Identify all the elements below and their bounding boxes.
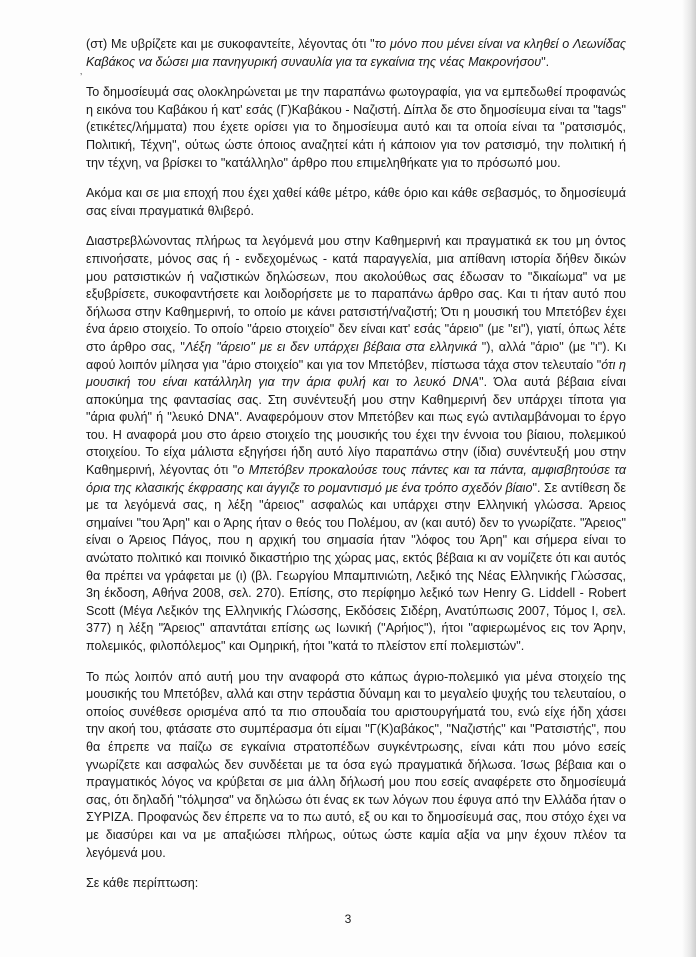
text-run: ". Όλα αυτά βέβαια είναι αποκύημα της φαντασίας σας. Στη συνέντευξή μου στην Καθημερινή δεν υπάρχει τίποτα για "άρια φυλή" ή "λευκό DNA". Αναφερόμουν στον Μπετόβεν και πως εγώ αντιλαμβάνομαι το έργο του. Η αναφορά μου στο άρειο στοιχείο της μουσικής του έχει την έννοια του βίαιου, πολεμικού στοιχείου. Το είχα μάλιστα εξηγήσει ήδη αυτό λίγο παραπάνω στην (ίδια) συνέντευξή μου στην Καθημερινή, λέγοντας ότι " <box>86 375 626 478</box>
text-run: ". <box>541 54 550 69</box>
page-number: 3 <box>344 912 352 926</box>
text-run: ". Σε αντίθεση δε με τα λεγόμενά σας, η λέξη "άρειος" ασφαλώς και υπάρχει στην Ελληνική γλώσσα. Άρειος σημαίνει "του Άρη" και ο Άρης ήταν ο θεός του Πολέμου, αν (και αυτό) δεν το γνωρίζατε. "Άρειος" είναι ο Άρειος Πάγος, που η αρχική του σημασία ήταν "λόφος του Άρη" και σήμερα είναι το ανώτατο πολιτικό και ποινικό δικαστήριο της χώρας μας, εκτός βέβαια κι αν νομίζετε ότι και αυτός θα πρέπει να γράφεται με (ι) (βλ. Γεωργίου Μπαμπινιώτη, Λεξικό της Νέας Ελληνικής Γλώσσας, 3η έκδοση, Αθήνα 2008, σελ. 270). Επίσης, στο περίφημο λεξικό των Henry G. Liddell - Robert Scott (Μέγα Λεξικόν της Ελληνικής Γλώσσης, Εκδόσεις Σιδέρη, Ανατύπωσις 2007, Τόμος Ι, σελ. 377) η λέξη "Άρειος" απαντάται επίσης ως Ιωνική ("Αρήιος"), ήτοι "αφιερωμένος εις τον Άρην, πολεμικός, φιλοπόλεμος" και Ομηρική, ήτοι "κατά το πλείστον επί πολεμιστών". <box>86 480 626 653</box>
paragraph-2 <box>86 84 626 172</box>
paragraph-5 <box>86 669 626 863</box>
paragraph-4 <box>86 233 626 655</box>
text-run: Σε κάθε περίπτωση: <box>86 876 199 891</box>
text-run: Το δημοσίευμά σας ολοκληρώνεται με την παραπάνω φωτογραφία, για να εμπεδωθεί προφανώς η εικόνα του Καβάκου ή κατ' εσάς (Γ)Καβάκου - Ναζιστή. Δίπλα δε στο δημοσίευμα είναι τα "tags" (ετικέτες/λήμματα) που έχετε ορίσει για το δημοσίευμα αυτό και τα οποία είναι τα "ρατσισμός, Πολιτική, Τέχνη", ούτως ώστε όποιος αναζητεί κάτι ή κάποιον για τον ρατσισμό, την πολιτική ή την τέχνη, να βρίσκει το "κατάλληλο" άρθρο που επιμεληθήκατε για το πρόσωπό μου. <box>86 85 626 170</box>
italic-quote: το μόνο που μένει είναι να κληθεί ο Λεωνίδας Καβάκος να δώσει μια πανηγυρική συναυλία για τα εγκαίνια της νέας Μακρονήσου <box>86 37 626 69</box>
text-run: Διαστρεβλώνοντας πλήρως τα λεγόμενά μου στην Καθημερινή και πραγματικά εκ του μη όντος επινοήσατε, μόνος σας ή - ενδεχομένως - κατά παραγγελία, μια απίθανη ιστορία δήθεν δικών μου ρατσιστικών ή ναζιστικών δηλώσεων, που ακολούθως σας έδωσαν το "δικαίωμα" να με εξυβρίσετε, συκοφαντήσετε και λοιδορήσετε με το παραπάνω άρθρο σας. Και τι ήταν αυτό που δήλωσα στην Καθημερινή, το οποίο με κάνει ρατσιστή/ναζιστή; Ότι η μουσική του Μπετόβεν έχει ένα άρειο στοιχείο. Το οποίο "άρειο στοιχείο" δεν είναι κατ' εσάς "άρειο" (με "ει"), γιατί, όπως λέτε στο άρθρο σας, " <box>86 234 626 354</box>
text-run: Ακόμα και σε μια εποχή που έχει χαθεί κάθε μέτρο, κάθε όριο και κάθε σεβασμός, το δημοσίευμά σας είναι πραγματικά θλιβερό. <box>86 186 626 218</box>
paragraph-6 <box>86 875 626 893</box>
scan-shadow-edge <box>682 0 696 957</box>
margin-mark: ’ <box>80 72 83 83</box>
italic-quote: Λέξη "άρειο" με ει δεν υπάρχει βέβαια στα ελληνικά <box>184 339 477 354</box>
italic-quote: ο Μπετόβεν προκαλούσε τους πάντες και τα πάντα, αμφισβητούσε τα όρια της κλασικής έκφρασης και άγγιζε το ρομαντισμό με ένα τρόπο σχεδόν βίαιο <box>86 463 627 495</box>
text-run: Το πώς λοιπόν από αυτή μου την αναφορά στο κάπως άγριο-πολεμικό για μένα στοιχείο της μουσικής του Μπετόβεν, αλλά και στην τεράστια δύναμη και το μεγαλείο ψυχής του τελευταίου, ο οποίος συνέθεσε ορισμένα από τα πιο σπουδαία του αριστουργήματά του, ενώ είχε ήδη χάσει την ακοή του, φτάσατε στο συμπέρασμα ότι είμαι "Γ(Κ)αβάκος", "Ναζιστής" και "Ρατσιστής", που θα έπρεπε να παίζω σε εγκαίνια στρατοπέδων συγκέντρωσης, είναι κάτι που μόνο εσείς γνωρίζετε και ασφαλώς δεν συνδέεται με τα όσα εγώ πραγματικά δήλωσα. Ίσως βέβαια και ο πραγματικός λόγος να κρύβεται σε μια άλλη δήλωσή μου που εσείς αναφέρετε στο δημοσίευμά σας, ότι δηλαδή "τόλμησα" να δηλώσω ότι ένας εκ των λόγων που έφυγα από την Ελλάδα ήταν ο ΣΥΡΙΖΑ. Προφανώς δεν έπρεπε να το πω αυτό, εξ ου και το δημοσίευμά σας, που στόχο έχει να με διασύρει και να με απαξιώσει πλήρως, ούτως ώστε καμία αξία να μην έχουν πλέον τα λεγόμενά μου. <box>86 669 626 860</box>
paragraph-3 <box>86 185 626 220</box>
body-text <box>86 36 626 906</box>
text-run: (στ) Με υβρίζετε και με συκοφαντείτε, λέγοντας ότι " <box>86 37 375 51</box>
italic-quote: ότι η μουσική του είναι κατάλληλη για την άρια φυλή και το λευκό DNA <box>86 357 626 390</box>
paragraph-1 <box>86 36 626 71</box>
text-run: "), αλλά "άριο" (με "ι"). Κι αφού λοιπόν μίλησα για "άριο στοιχείο" και για τον Μπετόβεν, πίστωσα τάχα στον τελευταίο " <box>86 339 626 372</box>
